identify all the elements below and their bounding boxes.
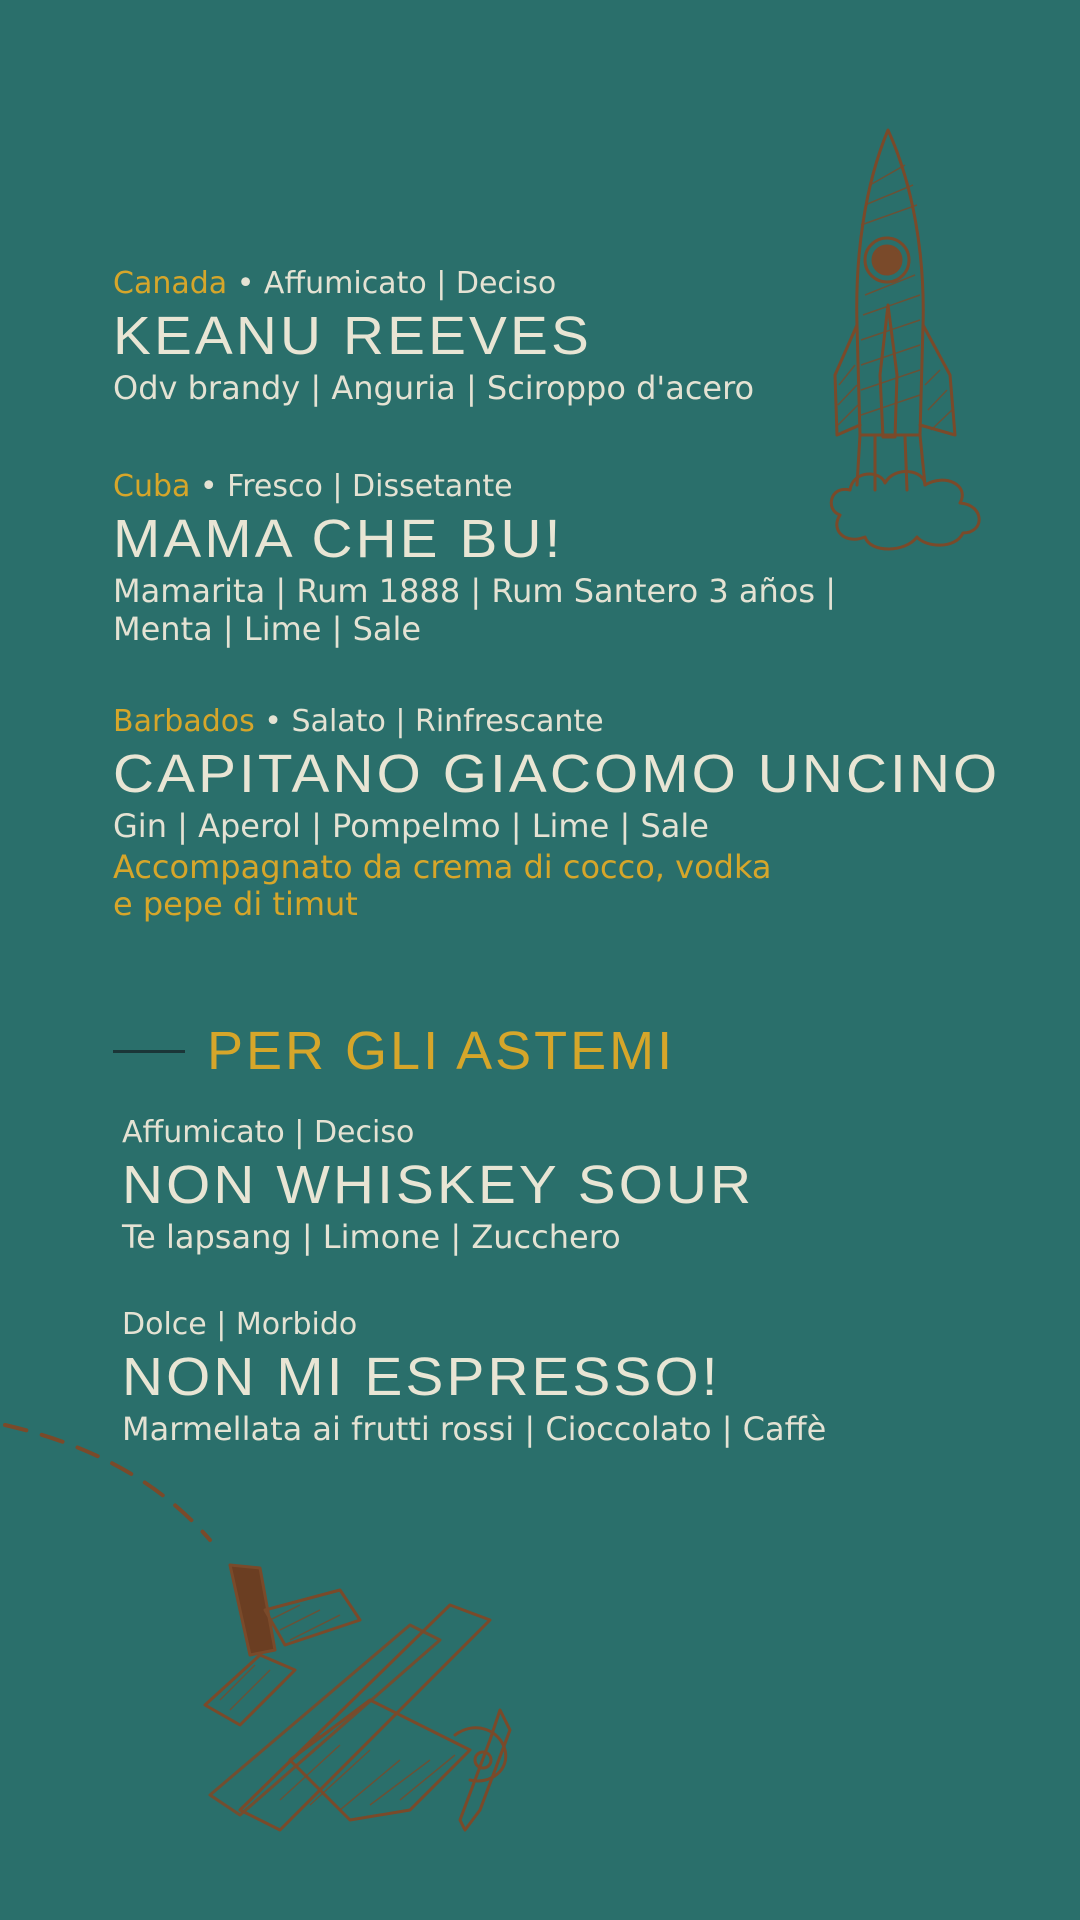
section-divider — [113, 1050, 185, 1053]
cocktail-tags: • Salato | Rinfrescante — [254, 704, 604, 739]
rocket-icon — [825, 125, 1005, 555]
cocktail-name: MAMA CHE BU! — [113, 509, 564, 569]
cocktail-ingredients: Menta | Lime | Sale — [113, 610, 422, 648]
cocktail-note: e pepe di timut — [113, 885, 358, 923]
cocktail-note: Accompagnato da crema di cocco, vodka — [113, 848, 772, 886]
cocktail-item — [113, 704, 1001, 923]
cocktail-name: NON MI ESPRESSO! — [122, 1347, 721, 1407]
cocktail-ingredients: Te lapsang | Limone | Zucchero — [122, 1218, 621, 1256]
cocktail-item — [122, 1115, 755, 1256]
cocktail-meta — [113, 469, 836, 504]
cocktail-name: CAPITANO GIACOMO UNCINO — [113, 744, 1001, 804]
cocktail-ingredients: Gin | Aperol | Pompelmo | Lime | Sale — [113, 807, 709, 845]
cocktail-tags: Affumicato | Deciso — [122, 1115, 415, 1150]
cocktail-origin: Canada — [113, 266, 228, 301]
section-title: PER GLI ASTEMI — [207, 1021, 676, 1081]
cocktail-name: NON WHISKEY SOUR — [122, 1155, 755, 1215]
cocktail-item — [113, 469, 836, 648]
cocktail-tags: • Affumicato | Deciso — [227, 266, 557, 301]
cocktail-origin: Barbados — [113, 704, 255, 739]
cocktail-item — [113, 266, 754, 407]
cocktail-meta — [113, 704, 958, 739]
cocktail-name: KEANU REEVES — [113, 306, 592, 366]
cocktail-ingredients: Odv brandy | Anguria | Sciroppo d'acero — [113, 369, 755, 407]
cocktail-ingredients: Mamarita | Rum 1888 | Rum Santero 3 años | — [113, 572, 836, 610]
cocktail-ingredients: Marmellata ai frutti rossi | Cioccolato | Caffè — [122, 1410, 827, 1448]
biplane-icon — [200, 1560, 540, 1860]
section-heading — [113, 1020, 675, 1082]
cocktail-origin: Cuba — [113, 469, 191, 504]
cocktail-tags: • Fresco | Dissetante — [190, 469, 513, 504]
cocktail-meta — [113, 266, 754, 301]
cocktail-tags: Dolce | Morbido — [122, 1307, 358, 1342]
flight-path — [0, 1410, 230, 1550]
